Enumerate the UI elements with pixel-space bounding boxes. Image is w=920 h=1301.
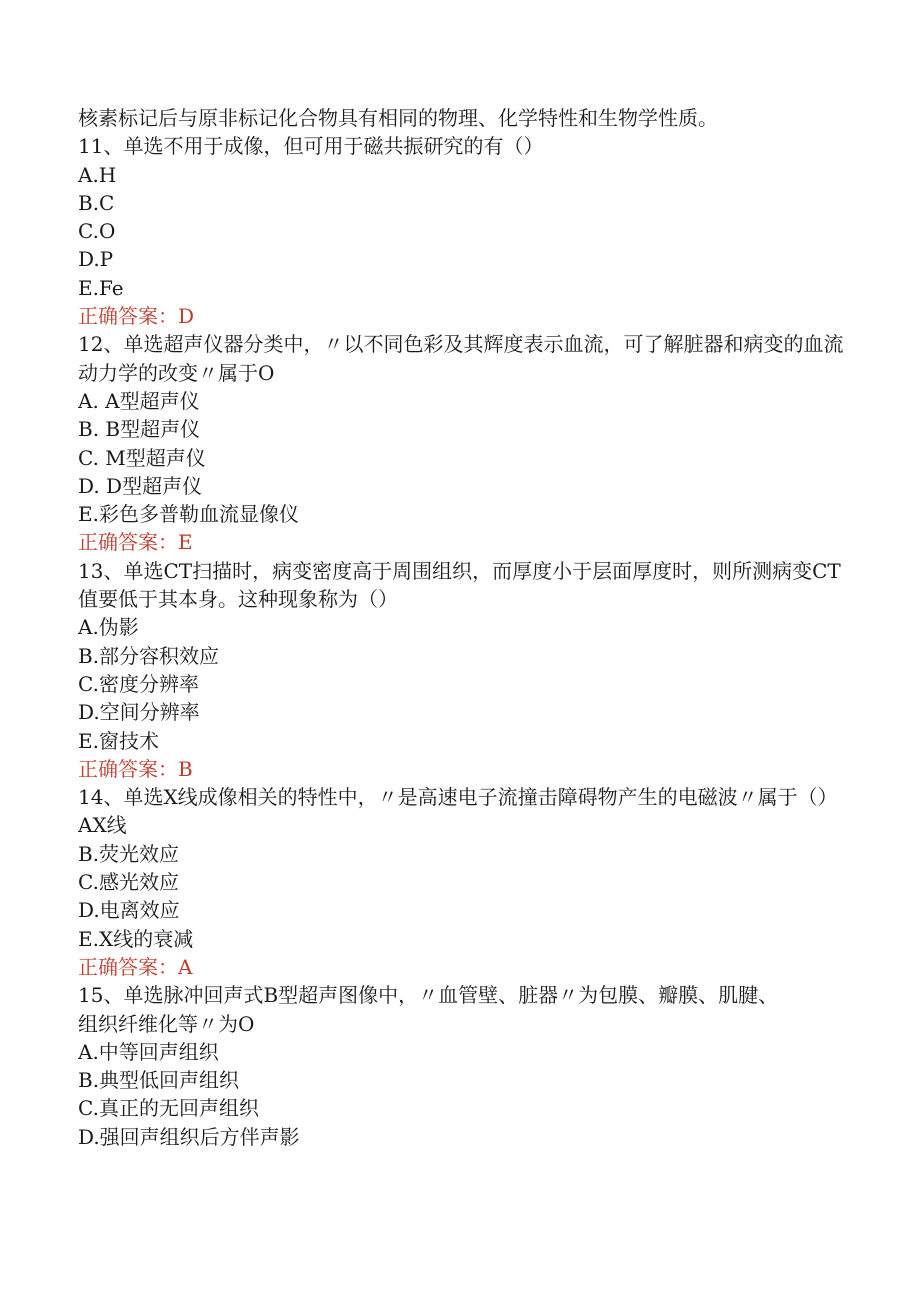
option: C.真正的无回声组织 xyxy=(78,1096,259,1121)
correct-answer xyxy=(78,953,848,981)
option: D.强回声组织后方伴声影 xyxy=(78,1124,300,1149)
option: A.H xyxy=(78,162,117,187)
question-stem: 13、单选CT扫描时，病变密度高于周围组织，而厚度小于层面厚度时，则所测病变CT值要低于其本身。这种现象称为（） xyxy=(78,558,841,612)
question-stem: 11、单选不用于成像，但可用于磁共振研究的有（） xyxy=(78,134,544,159)
option: E.彩色多普勒血流显像仪 xyxy=(78,502,299,527)
option: B.典型低回声组织 xyxy=(78,1068,240,1093)
answer-label: 正确答案： xyxy=(78,756,178,781)
option: C.O xyxy=(78,219,116,244)
option: A.中等回声组织 xyxy=(78,1039,219,1064)
option: B. B型超声仪 xyxy=(78,417,201,442)
option: A.伪影 xyxy=(78,615,139,640)
correct-answer xyxy=(78,528,848,556)
option: A. A型超声仪 xyxy=(78,388,200,413)
option: C.密度分辨率 xyxy=(78,671,199,696)
question-12 xyxy=(78,330,848,556)
intro-text: 核素标记后与原非标记化合物具有相同的物理、化学特性和生物学性质。 xyxy=(78,106,718,130)
option: C.感光效应 xyxy=(78,870,179,895)
question-11 xyxy=(78,132,848,330)
question-15 xyxy=(78,981,848,1151)
question-13 xyxy=(78,557,848,783)
answer-value: A xyxy=(178,954,193,979)
question-14 xyxy=(78,783,848,981)
option: C. M型超声仪 xyxy=(78,445,206,470)
option: D.空间分辨率 xyxy=(78,700,200,725)
option: D. D型超声仪 xyxy=(78,473,203,498)
option: E.窗技术 xyxy=(78,728,159,753)
option: D.电离效应 xyxy=(78,898,180,923)
correct-answer xyxy=(78,302,848,330)
option: AX线 xyxy=(78,813,127,838)
answer-value: B xyxy=(178,756,193,781)
correct-answer xyxy=(78,755,848,783)
question-stem: 12、单选超声仪器分类中，〃以不同色彩及其辉度表示血流，可了解脏器和病变的血流动力学的改变〃属于O xyxy=(78,332,844,385)
option: B.荧光效应 xyxy=(78,841,180,866)
option: D.P xyxy=(78,247,114,272)
answer-label: 正确答案： xyxy=(78,530,178,555)
answer-value: D xyxy=(178,304,195,329)
answer-value: E xyxy=(178,530,193,555)
document-page xyxy=(78,104,848,1151)
question-stem: 15、单选脉冲回声式B型超声图像中，〃血管壁、脏器〃为包膜、瓣膜、肌腱、组织纤维化等〃为O xyxy=(78,983,779,1036)
answer-label: 正确答案： xyxy=(78,304,178,329)
option: E.X线的衰减 xyxy=(78,926,194,951)
option: E.Fe xyxy=(78,275,124,300)
question-stem: 14、单选X线成像相关的特性中，〃是高速电子流撞击障碍物产生的电磁波〃属于（） xyxy=(78,785,838,810)
option: B.部分容积效应 xyxy=(78,643,220,668)
option: B.C xyxy=(78,190,115,215)
answer-label: 正确答案： xyxy=(78,954,178,979)
